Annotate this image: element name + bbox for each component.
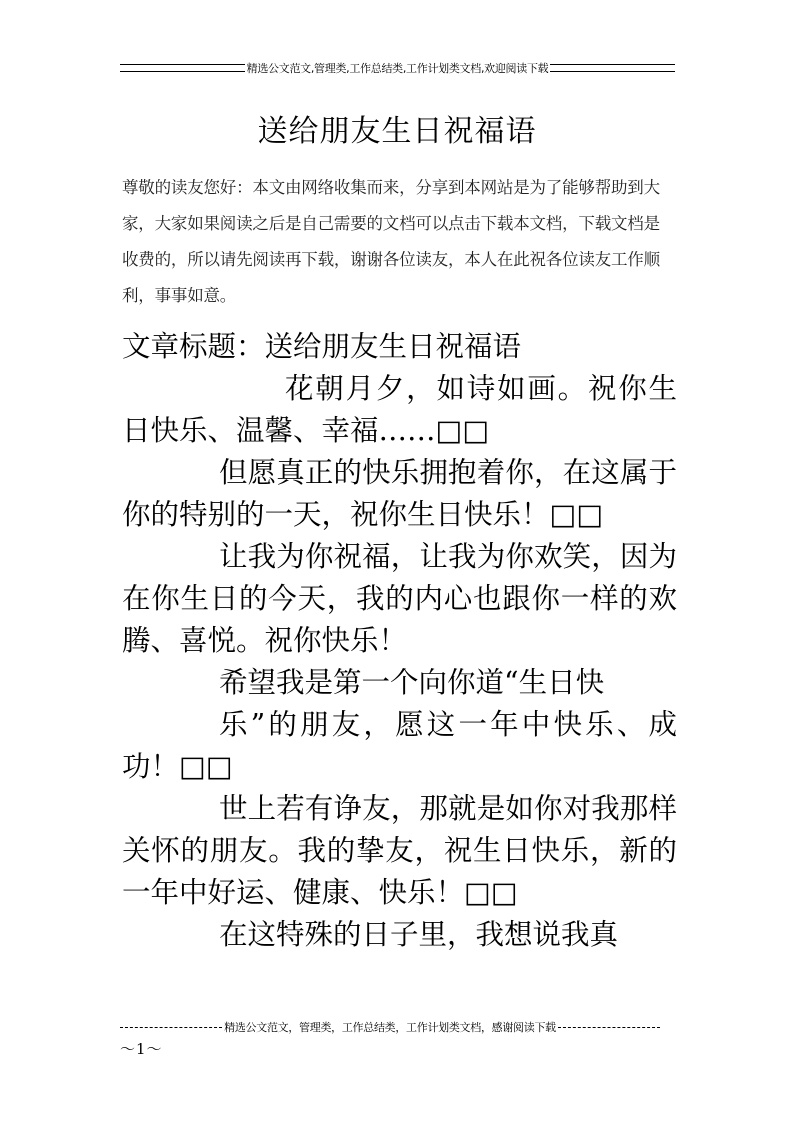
document-title: 送给朋友生日祝福语 xyxy=(257,114,537,149)
header-text: 精选公文范文,管理类,工作总结类,工作计划类文档,欢迎阅读下载 xyxy=(246,62,549,75)
footer-rule-right xyxy=(558,1027,660,1028)
footer-text: 精选公文范文，管理类，工作总结类，工作计划类文档，感谢阅读下载 xyxy=(224,1021,556,1034)
paragraph-1: 花朝月夕，如诗如画。祝你生日快乐、温馨、幸福……□□ xyxy=(122,372,677,447)
paragraph-6: 世上若有诤友，那就是如你对我那样关怀的朋友。我的挚友，祝生日快乐，新的一年中好运、健康、快乐！□□ xyxy=(122,792,677,909)
footer-rule-left xyxy=(120,1027,222,1028)
paragraph-3: 让我为你祝福，让我为你欢笑，因为在你生日的今天，我的内心也跟你一样的欢腾、喜悦。祝你快乐！ xyxy=(122,540,677,657)
page-header xyxy=(120,58,675,78)
page-number: ～1～ xyxy=(120,1040,163,1058)
header-rule-right xyxy=(550,64,675,72)
article-body xyxy=(122,326,677,956)
paragraph-4: 希望我是第一个向你道“生日快 xyxy=(219,666,605,699)
article-title-label: 文章标题：送给朋友生日祝福语 xyxy=(122,330,522,363)
reader-notice: 尊敬的读友您好：本文由网络收集而来，分享到本网站是为了能够帮助到大家，大家如果阅读之后是自己需要的文档可以点击下载本文档，下载文档是收费的，所以请先阅读再下载，谢谢各位读友，本人在此祝各位读友工作顺利，事事如意。 xyxy=(122,178,660,305)
paragraph-5: 乐”的朋友，愿这一年中快乐、成功！□□ xyxy=(122,708,677,783)
header-rule-left xyxy=(120,64,245,72)
paragraph-2: 但愿真正的快乐拥抱着你，在这属于你的特别的一天，祝你生日快乐！□□ xyxy=(122,456,677,531)
paragraph-7: 在这特殊的日子里，我想说我真 xyxy=(219,918,619,951)
page-footer xyxy=(120,1018,660,1036)
